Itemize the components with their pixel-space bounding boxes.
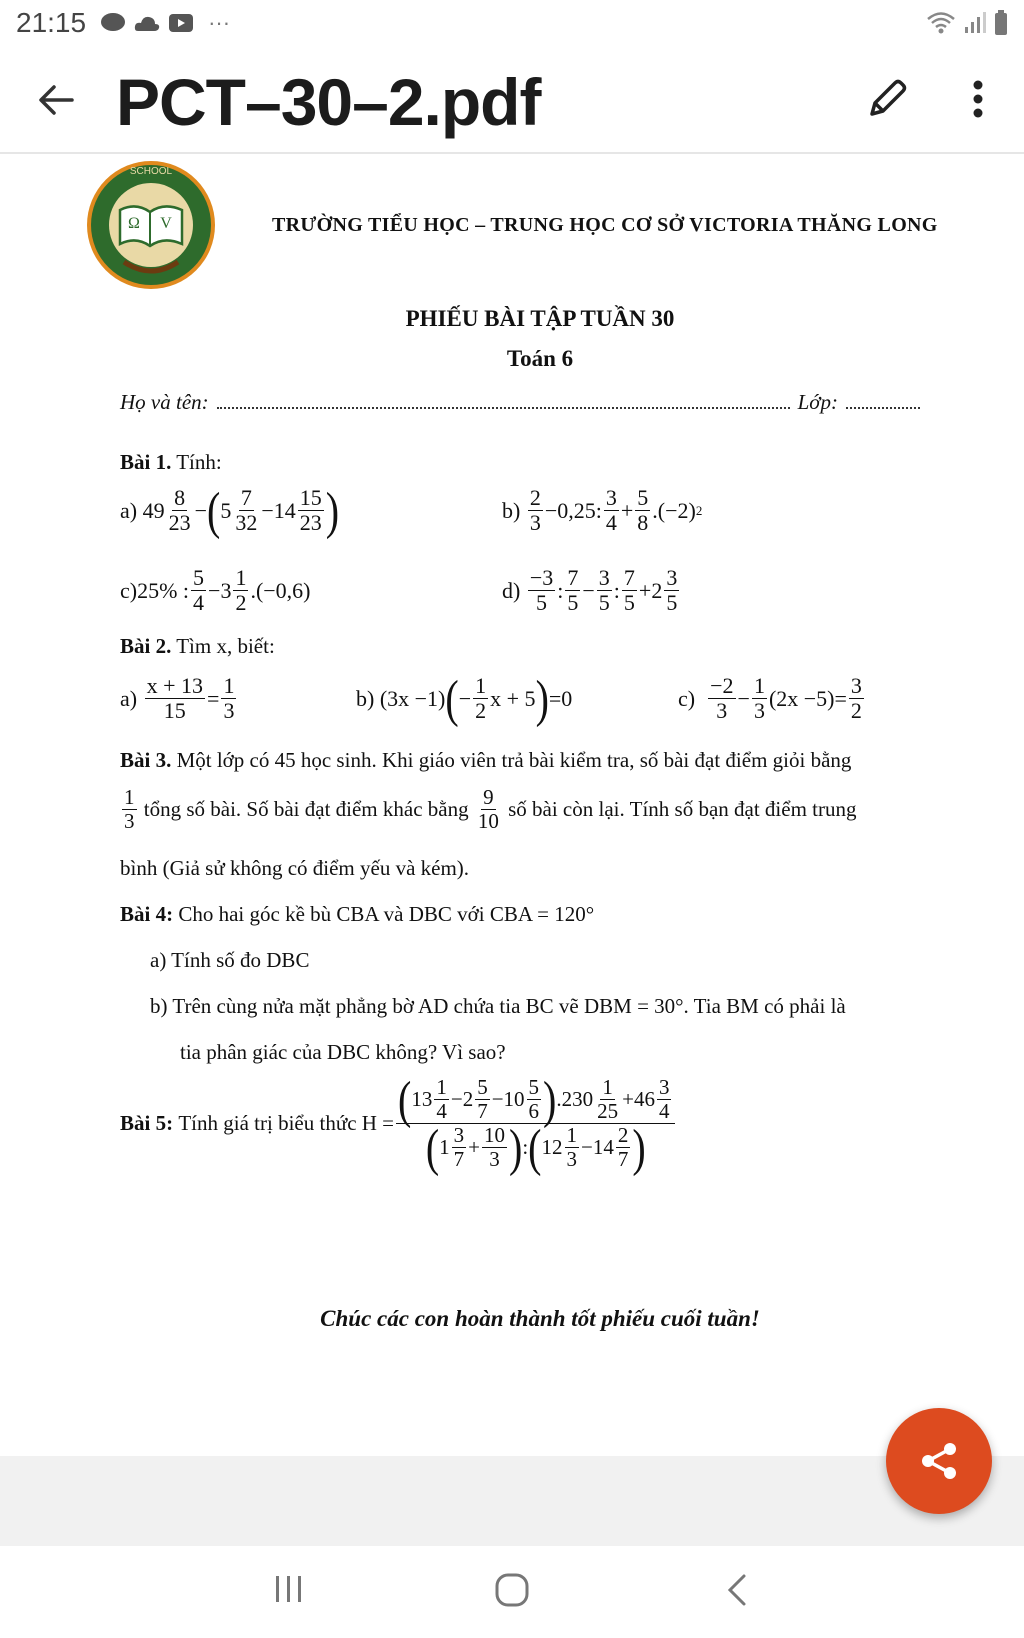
bai4-label: Bài 4:: [120, 902, 174, 926]
system-nav-bar: [0, 1546, 1024, 1638]
signal-icon: [964, 11, 986, 35]
page-gap: [0, 1456, 1024, 1546]
status-bar: [0, 0, 1024, 46]
recent-apps-icon[interactable]: [272, 1572, 306, 1606]
bai1-b-expression: b) $\frac{2}{3}$ −0,25: $\frac{3}{4}$ + $\frac{5}{8}$ .(−2) 2: [502, 485, 703, 536]
logo-school-text: SCHOOL: [129, 166, 173, 177]
pdf-page: [0, 156, 1024, 1456]
bai3-line2: $\frac{1}{3}$ tổng số bài. Số bài đạt điểm khác bằng $\frac{9}{10}$ số bài còn lại. Tính số bạn đạt điểm trung: [124, 785, 857, 834]
name-blank: [217, 390, 790, 409]
logo-omega: Ω: [128, 215, 140, 232]
bai1-heading: [120, 450, 222, 475]
sheet-title: PHIẾU BÀI TẬP TUẦN 30: [405, 306, 675, 331]
more-options-icon[interactable]: [960, 76, 996, 122]
name-label: Họ và tên:: [120, 390, 209, 414]
bai2-a-expression: a) $\frac{x + 13}{15}$ = $\frac{1}{3}$: [120, 673, 235, 724]
bai1-text: Tính:: [176, 450, 222, 474]
status-notification-icons: [100, 10, 230, 36]
bai4-b2: tia phân giác của DBC không? Vì sao?: [180, 1040, 506, 1064]
back-nav-icon[interactable]: [722, 1572, 752, 1608]
bai3-text1: Một lớp có 45 học sinh. Khi giáo viên trả bài kiểm tra, số bài đạt điểm giỏi bằng: [176, 748, 852, 772]
bai5-expression: Bài 5: Tính giá trị biểu thức H = ( 13 $\frac{1}{4}$ −2 $\frac{5}{7}$ −10 $\frac{5}{6}$ ) .230 $\frac{1}{25}$ +46 $\frac{3}{4}$ ( 1 $\frac{3}{7}$ + $\frac{10}{3}$ ) : ( 12 $\frac{1}{3}$ −14 $\frac{2}{7}$ ): [120, 1076, 677, 1171]
cloud-icon: [134, 13, 160, 33]
video-icon: [168, 12, 194, 34]
wifi-icon: [926, 10, 956, 36]
school-name: TRƯỜNG TIỂU HỌC – TRUNG HỌC CƠ SỞ VICTORIA THĂNG LONG: [272, 214, 938, 236]
app-bar: [0, 46, 1024, 154]
bai4-text1: Cho hai góc kề bù CBA và DBC với CBA = 120°: [178, 902, 595, 926]
share-button[interactable]: [886, 1408, 992, 1514]
bai5-text: Tính giá trị biểu thức: [178, 1111, 357, 1136]
edit-pencil-icon[interactable]: [864, 76, 910, 122]
bai2-text: Tìm x, biết:: [176, 634, 275, 658]
student-info-line: [120, 390, 920, 415]
chat-icon: [100, 12, 126, 34]
bai3-label: Bài 3.: [120, 748, 172, 772]
bai2-label: Bài 2.: [120, 634, 172, 658]
bai1-a-expression: a) 49 $\frac{8}{23}$ − ( 5 $\frac{7}{32}$ −14 $\frac{15}{23}$ ): [120, 480, 340, 540]
bai5-label: Bài 5:: [120, 1111, 174, 1136]
class-blank: [846, 390, 920, 409]
bai2-heading: [120, 634, 275, 659]
bai2-c-expression: c) $\frac{-2}{3}$ − $\frac{1}{3}$ (2x −5)= $\frac{3}{2}$: [678, 673, 862, 724]
closing-message: Chúc các con hoàn thành tốt phiếu cuối tuần!: [320, 1306, 760, 1331]
bai2-b-expression: b) (3x −1) ( − $\frac{1}{2}$ x + 5 ) =0: [356, 668, 573, 728]
more-notifications-icon: ···: [208, 10, 231, 35]
subject-title: Toán 6: [506, 346, 574, 371]
status-time: 21:15: [16, 7, 87, 38]
bai4-a: a) Tính số đo DBC: [150, 948, 310, 972]
bai3-line3: bình (Giả sử không có điểm yếu và kém).: [120, 856, 470, 880]
bai4-b1: b) Trên cùng nửa mặt phẳng bờ AD chứa tia BC vẽ DBM = 30°. Tia BM có phải là: [150, 994, 846, 1018]
bai4-line1: [120, 902, 594, 927]
bai3-line1: [120, 748, 851, 773]
class-label: Lớp:: [797, 390, 838, 414]
share-icon: [917, 1439, 961, 1483]
bai1-c-expression: c)25% : $\frac{5}{4}$ −3 $\frac{1}{2}$ .(−0,6): [120, 565, 311, 616]
bai3-text2a: tổng số bài. Số bài đạt điểm khác bằng: [143, 797, 469, 822]
bai1-label: Bài 1.: [120, 450, 172, 474]
home-icon[interactable]: [494, 1572, 530, 1608]
battery-icon: [994, 10, 1008, 36]
back-arrow-icon[interactable]: [34, 78, 78, 122]
logo-v: V: [160, 215, 172, 232]
bai1-d-expression: d) $\frac{-3}{5}$ : $\frac{7}{5}$ − $\frac{3}{5}$ : $\frac{7}{5}$ +2 $\frac{3}{5}$: [502, 565, 678, 616]
bai3-text2b: số bài còn lại. Tính số bạn đạt điểm trung: [508, 797, 857, 822]
file-title: PCT–30–2.pdf: [116, 65, 541, 139]
